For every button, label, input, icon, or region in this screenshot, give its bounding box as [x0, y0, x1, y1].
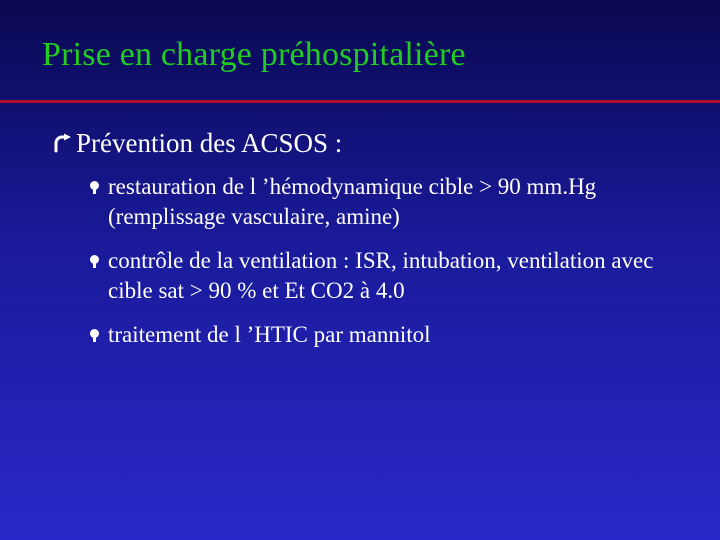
bullet-icon	[88, 255, 102, 269]
slide-title: Prise en charge préhospitalière	[42, 36, 466, 73]
sub-bullet-item	[88, 320, 688, 350]
sub-bullet-text: contrôle de la ventilation : ISR, intubation, ventilation avec cible sat > 90 % et Et CO2 à 4.0	[108, 248, 654, 303]
main-bullet-text: Prévention des ACSOS :	[76, 128, 343, 158]
curved-arrow-bullet-icon	[52, 133, 74, 155]
sub-bullet-item	[88, 172, 688, 232]
bullet-icon	[88, 329, 102, 343]
sub-bullet-text: traitement de l ’HTIC par mannitol	[108, 322, 431, 347]
title-divider	[0, 100, 720, 103]
main-bullet	[52, 128, 692, 159]
bullet-icon	[88, 181, 102, 195]
sub-bullet-item	[88, 246, 688, 306]
sub-bullet-text: restauration de l ’hémodynamique cible > 90 mm.Hg (remplissage vasculaire, amine)	[108, 174, 597, 229]
sub-bullet-list	[88, 172, 688, 364]
